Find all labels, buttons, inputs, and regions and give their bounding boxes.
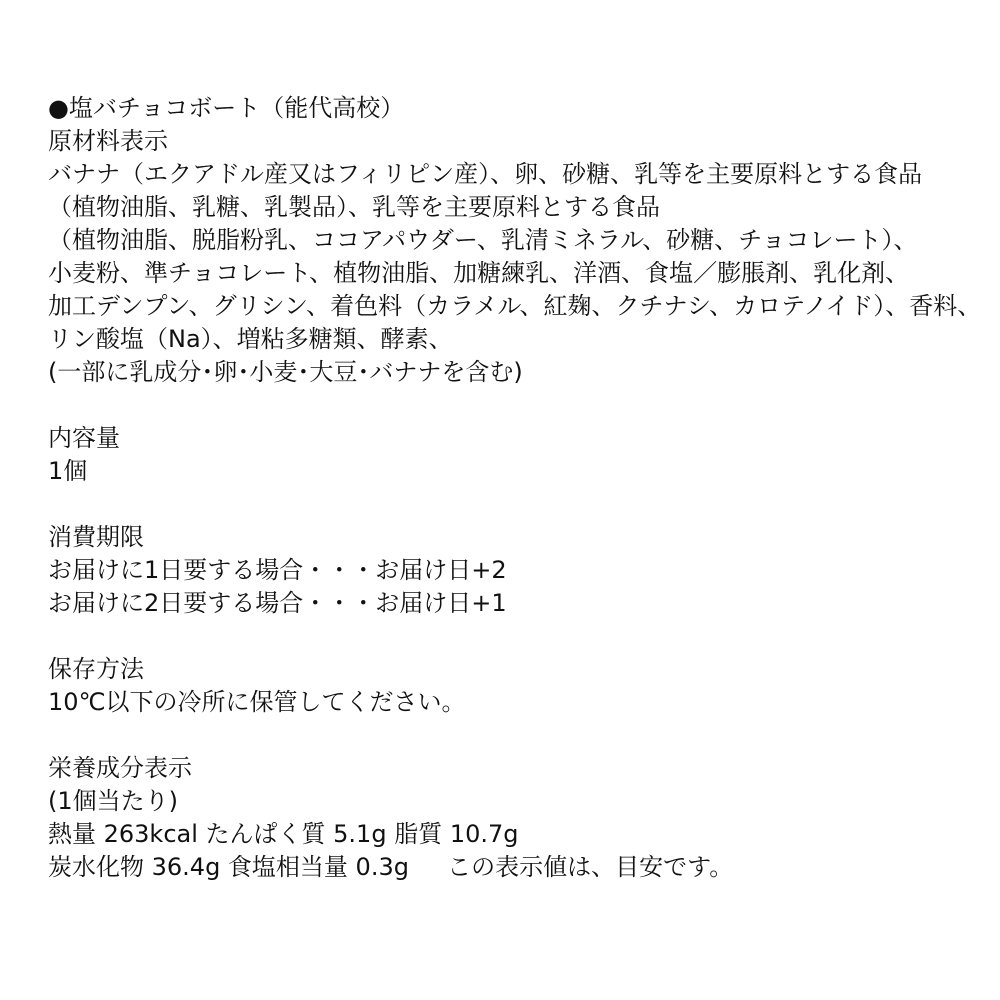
storage-heading: 保存方法: [48, 655, 144, 683]
section-spacer: [48, 488, 988, 521]
nutrition-line-2: [48, 851, 988, 884]
section-spacer: [48, 389, 988, 422]
nutrition-line-2-values: 炭水化物 36.4g 食塩相当量 0.3g: [48, 853, 409, 881]
allergen-line: (一部に乳成分･卵･小麦･大豆･バナナを含む): [48, 358, 523, 386]
storage-value: 10℃以下の冷所に保管してください。: [48, 688, 466, 716]
product-label-document: [48, 92, 988, 884]
nutrition-basis: (1個当たり): [48, 787, 178, 815]
ingredients-heading: 原材料表示: [48, 127, 168, 155]
ingredients-line: 加工デンプン、グリシン、着色料（カラメル、紅麹、クチナシ、カロテノイド）、香料、: [48, 292, 982, 320]
section-spacer: [48, 719, 988, 752]
product-title: ●塩バチョコボート（能代高校）: [48, 94, 405, 122]
ingredients-line: （植物油脂、脱脂粉乳、ココアパウダー、乳清ミネラル、砂糖、チョコレート）、: [48, 226, 918, 254]
nutrition-spacer: [409, 853, 447, 881]
contents-heading: 内容量: [48, 424, 120, 452]
ingredients-line: 小麦粉、準チョコレート、植物油脂、加糖練乳、洋酒、食塩／膨脹剤、乳化剤、: [48, 259, 910, 287]
ingredients-line: バナナ（エクアドル産又はフィリピン産）、卵、砂糖、乳等を主要原料とする食品: [48, 160, 923, 188]
contents-value: 1個: [48, 457, 88, 485]
expiry-heading: 消費期限: [48, 523, 144, 551]
ingredients-line: リン酸塩（Na）、増粘多糖類、酵素、: [48, 325, 453, 353]
expiry-line: お届けに1日要する場合・・・お届け日+2: [48, 556, 507, 584]
expiry-line: お届けに2日要する場合・・・お届け日+1: [48, 589, 507, 617]
nutrition-heading: 栄養成分表示: [48, 754, 192, 782]
section-spacer: [48, 620, 988, 653]
ingredients-line: （植物油脂、乳糖、乳製品）、乳等を主要原料とする食品: [48, 193, 660, 221]
nutrition-line-1: 熱量 263kcal たんぱく質 5.1g 脂質 10.7g: [48, 820, 519, 848]
nutrition-note: この表示値は、目安です。: [447, 853, 734, 881]
